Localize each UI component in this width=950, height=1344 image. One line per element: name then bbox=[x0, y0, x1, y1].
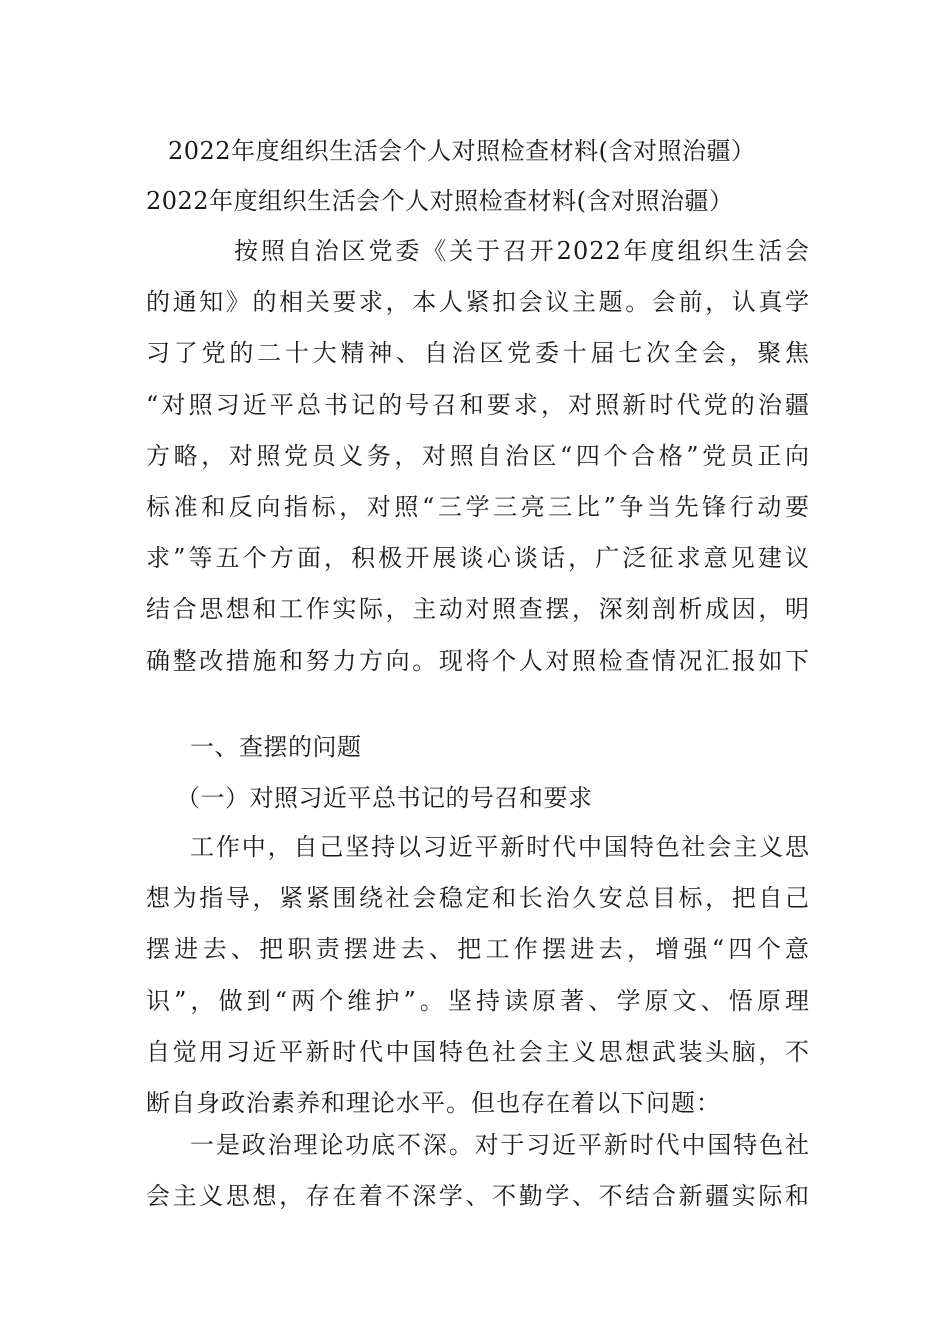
issue-paragraph bbox=[146, 1120, 810, 1222]
paragraph-line: “对照习近平总书记的号召和要求，对照新时代党的治疆 bbox=[146, 390, 810, 419]
paragraph-line: 习了党的二十大精神、自治区党委十届七次全会，聚焦 bbox=[146, 339, 810, 368]
paragraph-line: 方略，对照党员义务，对照自治区“四个合格”党员正向 bbox=[146, 441, 810, 470]
paragraph-line: 标准和反向指标，对照“三学三亮三比”争当先锋行动要 bbox=[146, 493, 810, 522]
paragraph-line: 按照自治区党委《关于召开2022年度组织生活会 bbox=[234, 237, 810, 265]
paragraph-line: 想为指导，紧紧围绕社会稳定和长治久安总目标，把自己 bbox=[146, 884, 810, 913]
paragraph-line: 摆进去、把职责摆进去、把工作摆进去，增强“四个意 bbox=[146, 935, 810, 964]
paragraph-line: 结合思想和工作实际，主动对照查摆，深刻剖析成因，明 bbox=[146, 595, 810, 624]
paragraph-line: 求”等五个方面，积极开展谈心谈话，广泛征求意见建议 bbox=[146, 544, 810, 573]
paragraph-line: 识”，做到“两个维护”。坚持读原著、学原文、悟原理 bbox=[146, 986, 810, 1015]
paragraph-line: 会主义思想，存在着不深学、不勤学、不结合新疆实际和 bbox=[146, 1182, 810, 1211]
paragraph-line: 断自身政治素养和理论水平。但也存在着以下问题： bbox=[146, 1089, 721, 1118]
document-title-line-1: 2022年度组织生活会个人对照检查材料(含对照治疆） bbox=[168, 137, 756, 165]
paragraph-line: 确整改措施和努力方向。现将个人对照检查情况汇报如下 bbox=[146, 646, 810, 675]
document-title-line-2: 2022年度组织生活会个人对照检查材料(含对照治疆） bbox=[146, 187, 734, 215]
work-paragraph bbox=[146, 822, 810, 1129]
paragraph-line: 自觉用习近平新时代中国特色社会主义思想武装头脑，不 bbox=[146, 1037, 810, 1066]
section-heading: 一、查摆的问题 bbox=[190, 733, 362, 761]
paragraph-line: 一是政治理论功底不深。对于习近平新时代中国特色社 bbox=[190, 1131, 810, 1159]
paragraph-line: 的通知》的相关要求，本人紧扣会议主题。会前，认真学 bbox=[146, 288, 810, 317]
intro-paragraph bbox=[146, 226, 810, 687]
subsection-heading: （一）对照习近平总书记的号召和要求 bbox=[176, 784, 593, 812]
paragraph-line: 工作中，自己坚持以习近平新时代中国特色社会主义思 bbox=[190, 833, 810, 861]
